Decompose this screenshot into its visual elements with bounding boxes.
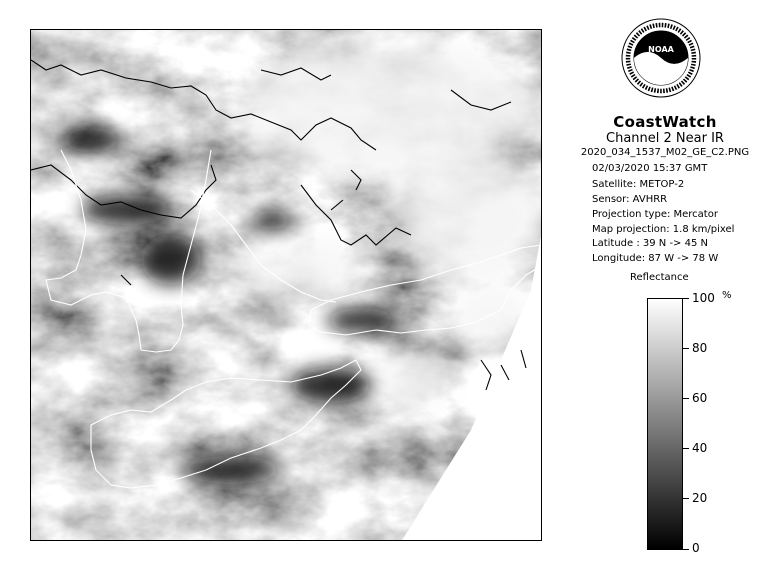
colorbar-tick	[683, 498, 689, 499]
colorbar-title: Reflectance	[630, 272, 689, 283]
noaa-logo-svg	[620, 14, 702, 106]
colorbar-tick-label: 0	[692, 541, 700, 555]
latitude-label: Latitude : 39 N -> 45 N	[592, 238, 708, 249]
colorbar-tick-label: 60	[692, 391, 708, 405]
map-projection-label: Map projection: 1.8 km/pixel	[592, 224, 735, 235]
colorbar-tick	[683, 348, 689, 349]
noaa-logo	[620, 14, 702, 106]
channel-label: Channel 2 Near IR	[606, 131, 724, 146]
filename-label: 2020_034_1537_M02_GE_C2.PNG	[580, 147, 750, 158]
colorbar-tick-label: 20	[692, 491, 708, 505]
colorbar-tick-label: 40	[692, 441, 708, 455]
longitude-label: Longitude: 87 W -> 78 W	[592, 253, 719, 264]
reflectance-colorbar	[647, 298, 683, 550]
colorbar-tick	[683, 398, 689, 399]
colorbar-tick	[683, 549, 689, 550]
satellite-image-svg	[31, 30, 542, 541]
colorbar-tick	[683, 448, 689, 449]
projection-label: Projection type: Mercator	[592, 209, 718, 220]
colorbar-tick-label: 100	[692, 291, 715, 305]
satellite-label: Satellite: METOP-2	[592, 179, 685, 190]
noaa-logo-text: NOAA	[648, 45, 674, 54]
colorbar-unit: %	[722, 290, 732, 301]
colorbar-tick-label: 80	[692, 341, 708, 355]
product-title: CoastWatch	[613, 113, 717, 131]
colorbar-tick	[683, 298, 689, 299]
sensor-label: Sensor: AVHRR	[592, 194, 668, 205]
datetime-label: 02/03/2020 15:37 GMT	[592, 163, 708, 174]
satellite-image	[30, 29, 542, 541]
